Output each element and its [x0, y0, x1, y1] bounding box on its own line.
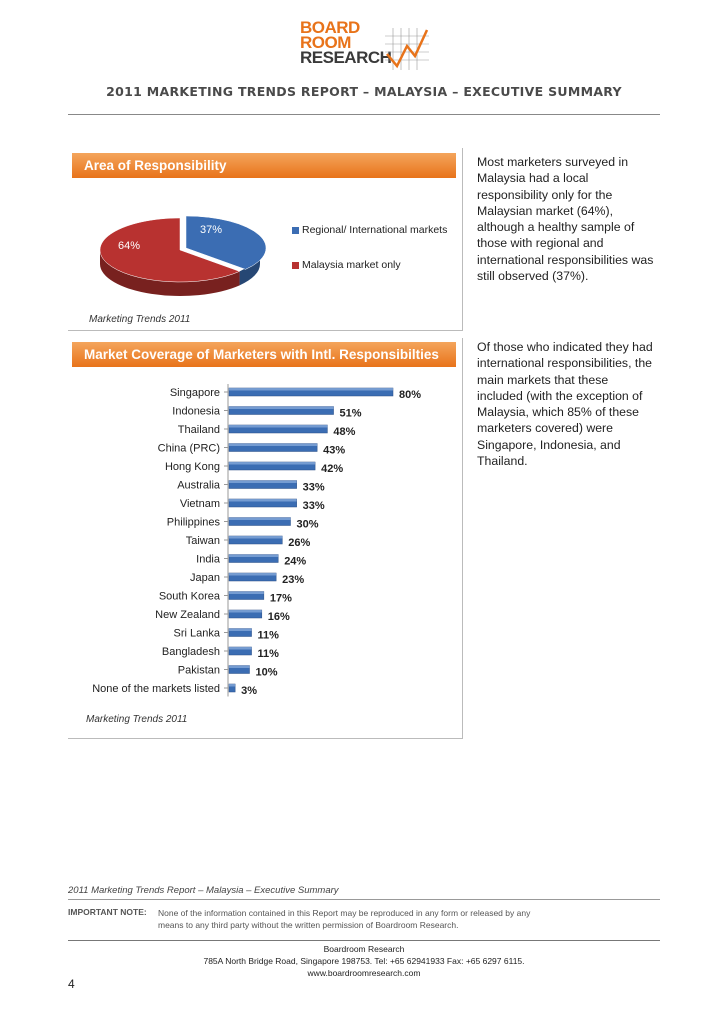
- bar-value-label: 42%: [321, 463, 344, 475]
- bar-value-label: 80%: [399, 389, 422, 401]
- bar-category-label: Singapore: [169, 387, 220, 399]
- bar-category-label: Pakistan: [177, 664, 220, 677]
- bar-highlight: [229, 388, 393, 391]
- bar-category-label: Thailand: [177, 424, 220, 436]
- footer-address: 785A North Bridge Road, Singapore 198753. Tel: +65 62941933 Fax: +65 6297 6115.: [203, 956, 525, 966]
- bar-highlight: [229, 573, 276, 576]
- legend-swatch-malaysia: [292, 262, 299, 269]
- logo-text-research: RESEARCH: [300, 48, 392, 67]
- note-text: None of the information contained in this Report may be reproduced in any form or released by any means to any third party without the written permission of Boardroom Research.: [158, 908, 531, 930]
- bar-highlight: [229, 592, 264, 595]
- bar-category-label: Japan: [190, 572, 220, 584]
- bar-highlight: [229, 518, 291, 521]
- logo-text-board: BOARD: [300, 18, 360, 37]
- logo-text-room: ROOM: [300, 33, 351, 52]
- footer-title: 2011 Marketing Trends Report – Malaysia – Executive Summary: [68, 885, 339, 896]
- bar-commentary: Of those who indicated they had international responsibilities, the main markets that these included (with the exception of Malaysia, which 85% of these marketers covered) were Singapore, Indonesia, and Thailand.: [477, 340, 653, 469]
- pie-chart: [95, 215, 270, 310]
- report-title: 2011 MARKETING TRENDS REPORT – MALAYSIA – EXECUTIVE SUMMARY: [106, 84, 622, 99]
- bar-value-label: 10%: [255, 666, 278, 679]
- bar-category-label: Indonesia: [172, 405, 220, 418]
- bar-highlight: [229, 555, 278, 558]
- bar-highlight: [229, 444, 317, 447]
- bar-highlight: [229, 684, 235, 687]
- bar-highlight: [229, 481, 297, 484]
- bar-highlight: [229, 425, 327, 428]
- header-divider: [68, 114, 660, 115]
- bar-highlight: [229, 407, 334, 410]
- bar-source: Marketing Trends 2011: [86, 714, 188, 725]
- legend-swatch-regional: [292, 227, 299, 234]
- bar-highlight: [229, 499, 297, 502]
- pie-commentary: Most marketers surveyed in Malaysia had a local responsibility only for the Malaysian market (64%), although a healthy sample of those with regional and international responsibilities was still observed (37%).: [477, 155, 654, 284]
- bar-value-label: 3%: [241, 685, 258, 697]
- bar-category-label: Australia: [177, 479, 220, 492]
- bar-value-label: 16%: [267, 611, 290, 623]
- bar-category-label: South Korea: [158, 590, 220, 603]
- bar-chart: [60, 380, 460, 710]
- footer-divider: [68, 899, 660, 900]
- bar-value-label: 33%: [302, 500, 325, 512]
- bar-value-label: 51%: [339, 407, 362, 420]
- footer-website[interactable]: www.boardroomresearch.com: [307, 968, 421, 978]
- pie-label-malaysia: 64%: [118, 240, 141, 252]
- bar-category-label: New Zealand: [155, 609, 220, 621]
- bar-category-label: China (PRC): [157, 442, 220, 455]
- bar-category-label: None of the markets listed: [92, 683, 220, 695]
- note-label: IMPORTANT NOTE:: [68, 907, 147, 917]
- legend-label-regional: Regional/ International markets: [302, 224, 448, 236]
- bar-banner: Market Coverage of Marketers with Intl. Responsibilties: [72, 342, 456, 367]
- bar-value-label: 17%: [269, 592, 292, 605]
- pie-banner: Area of Responsibility: [72, 153, 456, 178]
- bar-category-label: Sri Lanka: [173, 627, 220, 640]
- bar-value-label: 33%: [302, 481, 325, 494]
- bar-value-label: 24%: [284, 555, 307, 568]
- bar-highlight: [229, 462, 315, 465]
- bar-category-label: Hong Kong: [164, 461, 220, 473]
- bar-category-label: Philippines: [166, 516, 220, 529]
- bar-value-label: 43%: [323, 444, 346, 457]
- pie-source: Marketing Trends 2011: [89, 314, 191, 325]
- bar-highlight: [229, 666, 250, 669]
- bar-value-label: 23%: [282, 574, 305, 586]
- pie-label-regional: 37%: [200, 224, 223, 236]
- bar-category-label: India: [196, 553, 220, 566]
- company-logo: [300, 20, 430, 78]
- bar-value-label: 26%: [288, 537, 311, 549]
- bar-highlight: [229, 536, 282, 539]
- bar-highlight: [229, 610, 262, 613]
- bar-category-label: Bangladesh: [161, 646, 220, 658]
- bar-highlight: [229, 647, 252, 650]
- footer-company: Boardroom Research: [323, 944, 405, 954]
- page-number: 4: [68, 977, 75, 991]
- legend-label-malaysia: Malaysia market only: [302, 259, 401, 271]
- bar-value-label: 30%: [296, 518, 319, 531]
- bar-value-label: 11%: [257, 648, 279, 660]
- bar-category-label: Taiwan: [185, 535, 220, 547]
- bar-value-label: 11%: [257, 629, 279, 642]
- bar-highlight: [229, 629, 252, 632]
- bar-value-label: 48%: [333, 426, 356, 438]
- logo-chart-icon: [385, 28, 429, 70]
- footer-divider-2: [68, 940, 660, 941]
- bar-category-label: Vietnam: [179, 498, 220, 510]
